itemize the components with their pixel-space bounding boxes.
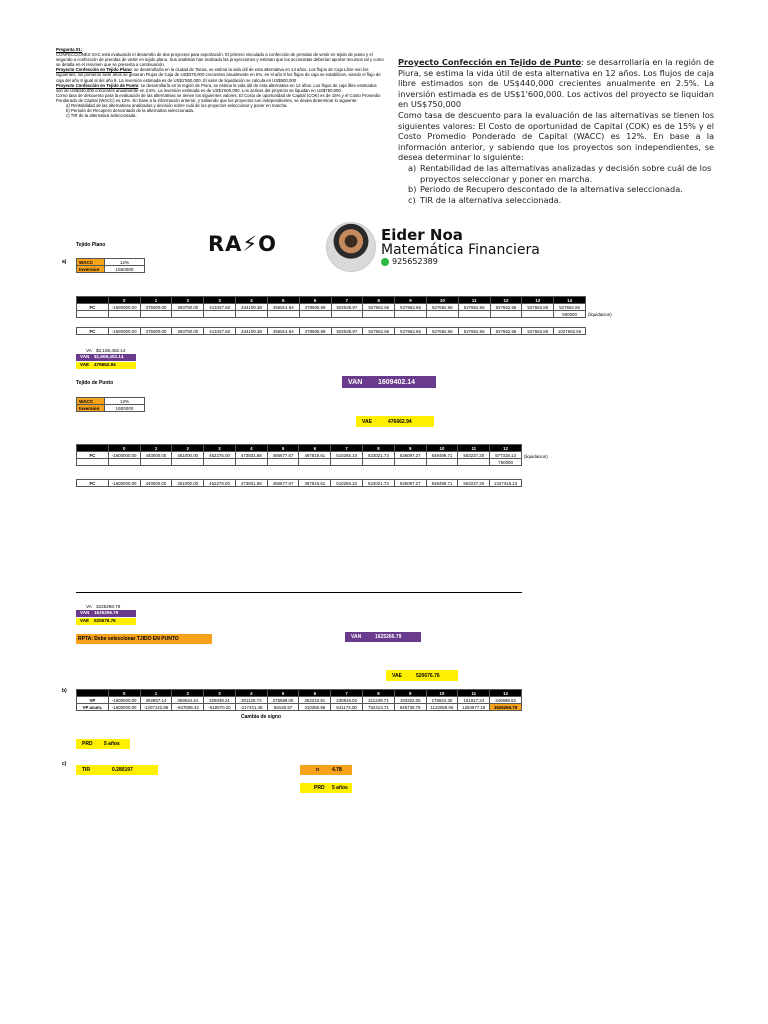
year-header: 14 bbox=[554, 297, 586, 304]
tir-box: TIR 0.280197 bbox=[76, 765, 158, 775]
fc-total-cell: 527662.66 bbox=[395, 328, 427, 335]
year-header: 11 bbox=[458, 297, 490, 304]
question-item: b) Periodo de Recupero descontado de la alternativa seleccionada. bbox=[66, 108, 195, 114]
year-header: 8 bbox=[363, 690, 395, 697]
fc-total-cell: 502535.87 bbox=[331, 328, 363, 335]
liquidation-cell: 500000 bbox=[554, 311, 586, 318]
fc-cell: 375000.00 bbox=[140, 304, 172, 311]
year-header: 1 bbox=[140, 297, 172, 304]
brand-name: Eider Noa bbox=[381, 226, 463, 244]
year-header: 12 bbox=[490, 445, 522, 452]
fc-total-cell: 375000.00 bbox=[140, 328, 172, 335]
inversion-value: 1550000 bbox=[105, 266, 145, 273]
year-header: 4 bbox=[235, 690, 267, 697]
fc-total-cell: 510265.10 bbox=[331, 480, 363, 487]
punto-liq-label: (liquidacion) bbox=[524, 454, 548, 459]
fc-cell: 451000.00 bbox=[172, 452, 204, 459]
fc-cell: 455814.84 bbox=[267, 304, 299, 311]
brand-logo: RA⚡O bbox=[208, 232, 278, 256]
whatsapp-icon bbox=[381, 258, 389, 266]
vp-acum-cell: -1600000.00 bbox=[108, 704, 140, 711]
plano-part-a: a) bbox=[62, 259, 67, 265]
year-header: 5 bbox=[267, 297, 299, 304]
fc-cell: 502535.87 bbox=[331, 304, 363, 311]
liquidation-cell bbox=[108, 459, 140, 466]
vp-acum-cell: 1625266.79 bbox=[490, 704, 522, 711]
fc-cell: 485677.67 bbox=[267, 452, 299, 459]
plano-van-box: VAN 1609402.14 bbox=[342, 376, 436, 388]
punto-van-row: VAN 1625266.79 bbox=[76, 610, 136, 617]
year-header: 0 bbox=[108, 445, 140, 452]
vp-cell: 161917.24 bbox=[458, 697, 490, 704]
liquidation-cell bbox=[331, 459, 363, 466]
vp-cell: -1600000.00 bbox=[108, 697, 140, 704]
fc-cell: 462275.00 bbox=[204, 452, 236, 459]
sign-change-label: Cambia de signo bbox=[241, 714, 282, 720]
punto-va: VA 3225266.79 bbox=[86, 604, 121, 609]
fc-total-cell: -1600000.00 bbox=[108, 480, 140, 487]
row-label bbox=[77, 311, 109, 318]
fc-total-cell: 413437.50 bbox=[204, 328, 236, 335]
year-header: 6 bbox=[299, 445, 331, 452]
right-item: a) Rentabilidad de las alternativas analizadas y decisión sobre cuál de los proyectos seleccionar y poner en marcha. bbox=[408, 162, 712, 184]
year-header: 2 bbox=[172, 445, 204, 452]
row-label: FC bbox=[77, 328, 109, 335]
fc-total-cell: 462275.00 bbox=[204, 480, 236, 487]
fc-cell: 523021.73 bbox=[363, 452, 395, 459]
plano-van-row: VAN $1,609,402.14 bbox=[76, 354, 136, 361]
liquidation-row bbox=[77, 311, 586, 318]
year-header: 8 bbox=[363, 297, 395, 304]
punto-van-box: VAN 1625266.79 bbox=[345, 632, 421, 642]
year-header: 8 bbox=[363, 445, 395, 452]
row-label: FC bbox=[77, 480, 109, 487]
liquidation-cell bbox=[172, 459, 204, 466]
plano-section-label: Tejido Plano bbox=[76, 242, 106, 248]
year-header: 2 bbox=[172, 690, 204, 697]
right-items bbox=[398, 163, 714, 205]
liquidation-cell bbox=[522, 311, 554, 318]
vp-cell: 340689.52 bbox=[490, 697, 522, 704]
fc-total-cell: 478605.59 bbox=[299, 328, 331, 335]
punto-vae-row: VAE 520676.76 bbox=[76, 618, 136, 625]
vp-cell: 392857.14 bbox=[140, 697, 172, 704]
inversion-label: Inversion bbox=[77, 266, 105, 273]
question-item: c) TIR de la alternativa seleccionada. bbox=[66, 113, 137, 119]
plano-va: VA $3,159,402.14 bbox=[86, 348, 126, 353]
right-item: c) TIR de la alternativa seleccionada. bbox=[408, 194, 562, 205]
vp-acum-cell: -1207142.86 bbox=[140, 704, 172, 711]
fc-total-cell: 473831.88 bbox=[235, 480, 267, 487]
vp-acum-cell: 1284577.19 bbox=[458, 704, 490, 711]
vp-row bbox=[77, 697, 522, 704]
row-label bbox=[77, 690, 109, 697]
fc-cell: 413437.50 bbox=[204, 304, 236, 311]
prd-c-box: PRD 5 años bbox=[300, 783, 352, 793]
year-header: 7 bbox=[331, 690, 363, 697]
year-header: 1 bbox=[140, 445, 172, 452]
fc-total-cell: 527662.66 bbox=[490, 328, 522, 335]
fc-row bbox=[77, 304, 586, 311]
vp-cell: 193322.05 bbox=[394, 697, 426, 704]
vp-cell: 301128.72 bbox=[235, 697, 267, 704]
year-header: 3 bbox=[204, 445, 236, 452]
fc-total-cell: 523021.73 bbox=[363, 480, 395, 487]
fc-total-cell: 451000.00 bbox=[172, 480, 204, 487]
row-label: VP acum. bbox=[77, 704, 109, 711]
fc-total-row bbox=[77, 480, 522, 487]
vp-acum-cell: -847608.42 bbox=[172, 704, 204, 711]
fc-cell: 527662.66 bbox=[554, 304, 586, 311]
year-header: 5 bbox=[267, 445, 299, 452]
year-header-row bbox=[77, 445, 522, 452]
fc-total-cell: 527662.66 bbox=[458, 328, 490, 335]
year-header: 9 bbox=[394, 445, 426, 452]
year-header: 0 bbox=[108, 297, 140, 304]
plano-vae-row: VAE 476662.94 bbox=[76, 362, 136, 369]
punto-vae-box: VAE 520676.76 bbox=[386, 670, 458, 681]
fc-cell: 510265.10 bbox=[331, 452, 363, 459]
vp-cell: 230816.02 bbox=[331, 697, 363, 704]
avatar bbox=[326, 222, 376, 272]
fc-cell: 527662.66 bbox=[363, 304, 395, 311]
year-header: 10 bbox=[426, 690, 458, 697]
divider bbox=[76, 592, 522, 593]
fc-total-cell: 1327318.13 bbox=[490, 480, 522, 487]
wacc-label: WACC bbox=[77, 259, 105, 266]
vp-acum-cell: 310356.98 bbox=[299, 704, 331, 711]
question-title: Pregunta 01: bbox=[56, 47, 83, 52]
fc-cell: 527662.66 bbox=[395, 304, 427, 311]
liquidation-cell bbox=[299, 459, 331, 466]
year-header: 6 bbox=[299, 690, 331, 697]
right-item: b) Periodo de Recupero descontado de la alternativa seleccionada. bbox=[408, 184, 683, 195]
liquidation-cell bbox=[363, 459, 395, 466]
liquidation-cell bbox=[363, 311, 395, 318]
year-header: 5 bbox=[267, 690, 299, 697]
fc-cell: 393750.00 bbox=[172, 304, 204, 311]
wacc-label: WACC bbox=[77, 398, 105, 405]
vp-cell: 252210.91 bbox=[299, 697, 331, 704]
vp-acum-cell: 945735.76 bbox=[394, 704, 426, 711]
year-header-row bbox=[77, 297, 586, 304]
row-label bbox=[77, 459, 109, 466]
year-header: 7 bbox=[331, 297, 363, 304]
year-header: 11 bbox=[458, 690, 490, 697]
liquidation-cell bbox=[394, 459, 426, 466]
year-header: 7 bbox=[331, 445, 363, 452]
punto-paragraph: Proyecto Confección en Tejido de Punto: se desarrollaría en la región de Piura, se estima la vida útil de esta alternativa en 12 años. Los flujos de caja libre estimados son de US$440,000 crecientes anualmente en 2.5%. La inversión estimada es de US$1'600,000. Los activos del proyecto se liquidan en US$750,000 bbox=[56, 82, 377, 93]
wacc-value: 12% bbox=[105, 398, 145, 405]
rpta-box: RPTA: Debe seleccionar TJIDO EN PUNTO bbox=[76, 634, 212, 644]
right-rate-paragraph: Como tasa de descuento para la evaluación de las alternativas se tienen los siguientes valores: El Costo de oportunidad de Capital (COK) es de 15% y el Costo Promedio Ponderado de Capital (WACC) es 12%. En base a la información anterior, y sabiendo que los proyectos son independientes, se desea determinar lo siguiente: bbox=[398, 109, 714, 163]
fc-cell: -1550000.00 bbox=[108, 304, 140, 311]
vp-cell: 359534.44 bbox=[172, 697, 204, 704]
part-b-label: b) bbox=[62, 688, 67, 694]
question-text bbox=[56, 47, 384, 172]
fc-row bbox=[77, 452, 522, 459]
liquidation-cell bbox=[172, 311, 204, 318]
fc-cell: 473831.88 bbox=[235, 452, 267, 459]
vp-acum-cell: 1122659.06 bbox=[426, 704, 458, 711]
inversion-label: Inversion bbox=[77, 405, 105, 412]
fc-total-row bbox=[77, 328, 586, 335]
vp-cell: 275588.05 bbox=[267, 697, 299, 704]
row-label: FC bbox=[77, 304, 109, 311]
year-header: 4 bbox=[236, 297, 268, 304]
plano-vae-box: VAE 476662.94 bbox=[356, 416, 434, 427]
fc-cell: 577318.13 bbox=[490, 452, 522, 459]
fc-cell: 497819.61 bbox=[299, 452, 331, 459]
brand-phone: 925652389 bbox=[381, 257, 438, 266]
year-header: 11 bbox=[458, 445, 490, 452]
vp-table bbox=[76, 689, 522, 711]
plano-liq-label: (liquidacion) bbox=[588, 312, 612, 317]
liquidation-cell bbox=[140, 459, 172, 466]
fc-cell: 478605.59 bbox=[299, 304, 331, 311]
fc-total-cell: 440000.00 bbox=[140, 480, 172, 487]
n-box: n 4.78 bbox=[300, 765, 352, 775]
fc-total-cell: 393750.00 bbox=[172, 328, 204, 335]
row-label: VP bbox=[77, 697, 109, 704]
vp-acum-row bbox=[77, 704, 522, 711]
year-header: 2 bbox=[172, 297, 204, 304]
vp-cell: 329038.21 bbox=[204, 697, 236, 704]
liquidation-cell bbox=[458, 459, 490, 466]
fc-cell: 536097.27 bbox=[394, 452, 426, 459]
year-header: 10 bbox=[426, 445, 458, 452]
fc-cell: 563237.20 bbox=[458, 452, 490, 459]
liquidation-cell bbox=[204, 311, 236, 318]
liquidation-cell bbox=[204, 459, 236, 466]
year-header: 0 bbox=[108, 690, 140, 697]
year-header: 1 bbox=[140, 690, 172, 697]
liquidation-cell bbox=[140, 311, 172, 318]
fc-total-cell: 536097.27 bbox=[394, 480, 426, 487]
liquidation-cell bbox=[108, 311, 140, 318]
fc-total-cell: 549499.71 bbox=[426, 480, 458, 487]
liquidation-cell bbox=[235, 459, 267, 466]
fc-cell: 527662.66 bbox=[426, 304, 458, 311]
part-c-label: c) bbox=[62, 761, 67, 767]
liquidation-cell bbox=[267, 311, 299, 318]
plano-cashflow-table bbox=[76, 296, 586, 318]
liquidation-cell bbox=[490, 311, 522, 318]
right-question-text bbox=[398, 57, 714, 205]
punto-cashflow-table bbox=[76, 444, 522, 466]
vp-cell: 176924.30 bbox=[426, 697, 458, 704]
question-paragraph: CONFECCIONES SAC está evaluando el desarrollo de dos proyectos para exportación. El primero vinculado a confección de prendas de vestir en tejido de punto y el segundo a confección de prendas de vestir en tejido plano. Sus analistas han realizado las proyecciones y estiman que los accionistas deberían aportar recursos tal y como se detalla en el resumen que se presenta a continuación. bbox=[56, 52, 384, 68]
wacc-value: 12% bbox=[105, 259, 145, 266]
row-label: FC bbox=[77, 452, 109, 459]
fc-total-cell: 563237.20 bbox=[458, 480, 490, 487]
year-header: 9 bbox=[394, 690, 426, 697]
liquidation-row bbox=[77, 459, 522, 466]
liquidation-cell bbox=[426, 459, 458, 466]
vp-acum-cell: 58146.57 bbox=[267, 704, 299, 711]
question-item: a) Rentabilidad de las alternativas analizadas y decisión sobre cuál de los proyectos seleccionar y poner en marcha. bbox=[66, 103, 288, 109]
prd-box: PRD 5 años bbox=[76, 739, 130, 749]
fc-cell: -1600000.00 bbox=[108, 452, 140, 459]
liquidation-cell bbox=[458, 311, 490, 318]
fc-cell: 440000.00 bbox=[140, 452, 172, 459]
liquidation-cell bbox=[426, 311, 458, 318]
vp-acum-cell: 541174.00 bbox=[331, 704, 363, 711]
liquidation-cell bbox=[395, 311, 427, 318]
fc-total-cell: 527662.66 bbox=[522, 328, 554, 335]
row-label bbox=[77, 297, 109, 304]
vp-acum-cell: -217441.48 bbox=[235, 704, 267, 711]
fc-cell: 434109.38 bbox=[236, 304, 268, 311]
fc-total-cell: 455814.84 bbox=[267, 328, 299, 335]
year-header: 12 bbox=[490, 297, 522, 304]
fc-total-cell: 1027662.66 bbox=[554, 328, 586, 335]
liquidation-cell: 750000 bbox=[490, 459, 522, 466]
year-header: 13 bbox=[522, 297, 554, 304]
punto-cashflow-total-table bbox=[76, 479, 522, 487]
fc-total-cell: 485677.67 bbox=[267, 480, 299, 487]
vp-acum-cell: 752413.71 bbox=[363, 704, 395, 711]
punto-section-label: Tejido de Punto bbox=[76, 380, 114, 386]
year-header: 12 bbox=[490, 690, 522, 697]
fc-total-cell: 497819.61 bbox=[299, 480, 331, 487]
year-header: 6 bbox=[299, 297, 331, 304]
year-header: 3 bbox=[204, 690, 236, 697]
liquidation-cell bbox=[267, 459, 299, 466]
fc-cell: 527662.66 bbox=[458, 304, 490, 311]
plano-cashflow-total-table bbox=[76, 327, 586, 335]
row-label bbox=[77, 445, 109, 452]
vp-acum-cell: -518570.20 bbox=[204, 704, 236, 711]
year-header: 10 bbox=[426, 297, 458, 304]
year-header: 4 bbox=[235, 445, 267, 452]
year-header: 3 bbox=[204, 297, 236, 304]
punto-params bbox=[76, 397, 145, 412]
liquidation-cell bbox=[299, 311, 331, 318]
liquidation-cell bbox=[236, 311, 268, 318]
brand-subtitle: Matemática Financiera bbox=[381, 242, 540, 258]
fc-cell: 527662.66 bbox=[490, 304, 522, 311]
fc-total-cell: 527662.66 bbox=[426, 328, 458, 335]
right-punto-paragraph: Proyecto Confección en Tejido de Punto: se desarrollaría en la región de Piura, se estima la vida útil de esta alternativa en 12 años. Los flujos de caja libre estimados son de US$440,000 crecientes anualmente en 2.5%. La inversión estimada es de US$1'600,000. Los activos del proyecto se liquidan en US$750,000 bbox=[398, 57, 714, 110]
vp-cell: 211239.71 bbox=[363, 697, 395, 704]
inversion-value: 1600000 bbox=[105, 405, 145, 412]
plano-paragraph: Proyecto Confección en Tejido Plano: se desarrollaría en la ciudad de Tacna, se estima la vida útil de esta alternativa en 14 años. Los flujos de Caja Libre son los siguientes: los primeros siete años se generan Flujos de Caja de US$375,000 crecientes anualmente en 5%, en el año 8 los flujos de caja se estabilizan, siendo el flujo de caja del año 8 igual al del año 9. La inversión estimada es de US$1'550,000. El valor de liquidación se calcula en US$500,000 bbox=[56, 67, 381, 83]
rate-paragraph: Como tasa de descuento para la evaluación de las alternativas se tienen los siguientes valores: El Costo de oportunidad de Capital (COK) es de 15% y el Costo Promedio Ponderado de Capital (WACC) es 12%. En base a la información anterior, y sabiendo que los proyectos son independientes, se desea determinar lo siguiente: bbox=[56, 92, 381, 103]
fc-cell: 549499.71 bbox=[426, 452, 458, 459]
fc-cell: 527662.66 bbox=[522, 304, 554, 311]
year-header-row bbox=[77, 690, 522, 697]
fc-total-cell: 434109.38 bbox=[236, 328, 268, 335]
liquidation-cell bbox=[331, 311, 363, 318]
fc-total-cell: 527662.66 bbox=[363, 328, 395, 335]
year-header: 9 bbox=[395, 297, 427, 304]
fc-total-cell: -1550000.00 bbox=[108, 328, 140, 335]
plano-params bbox=[76, 258, 145, 273]
